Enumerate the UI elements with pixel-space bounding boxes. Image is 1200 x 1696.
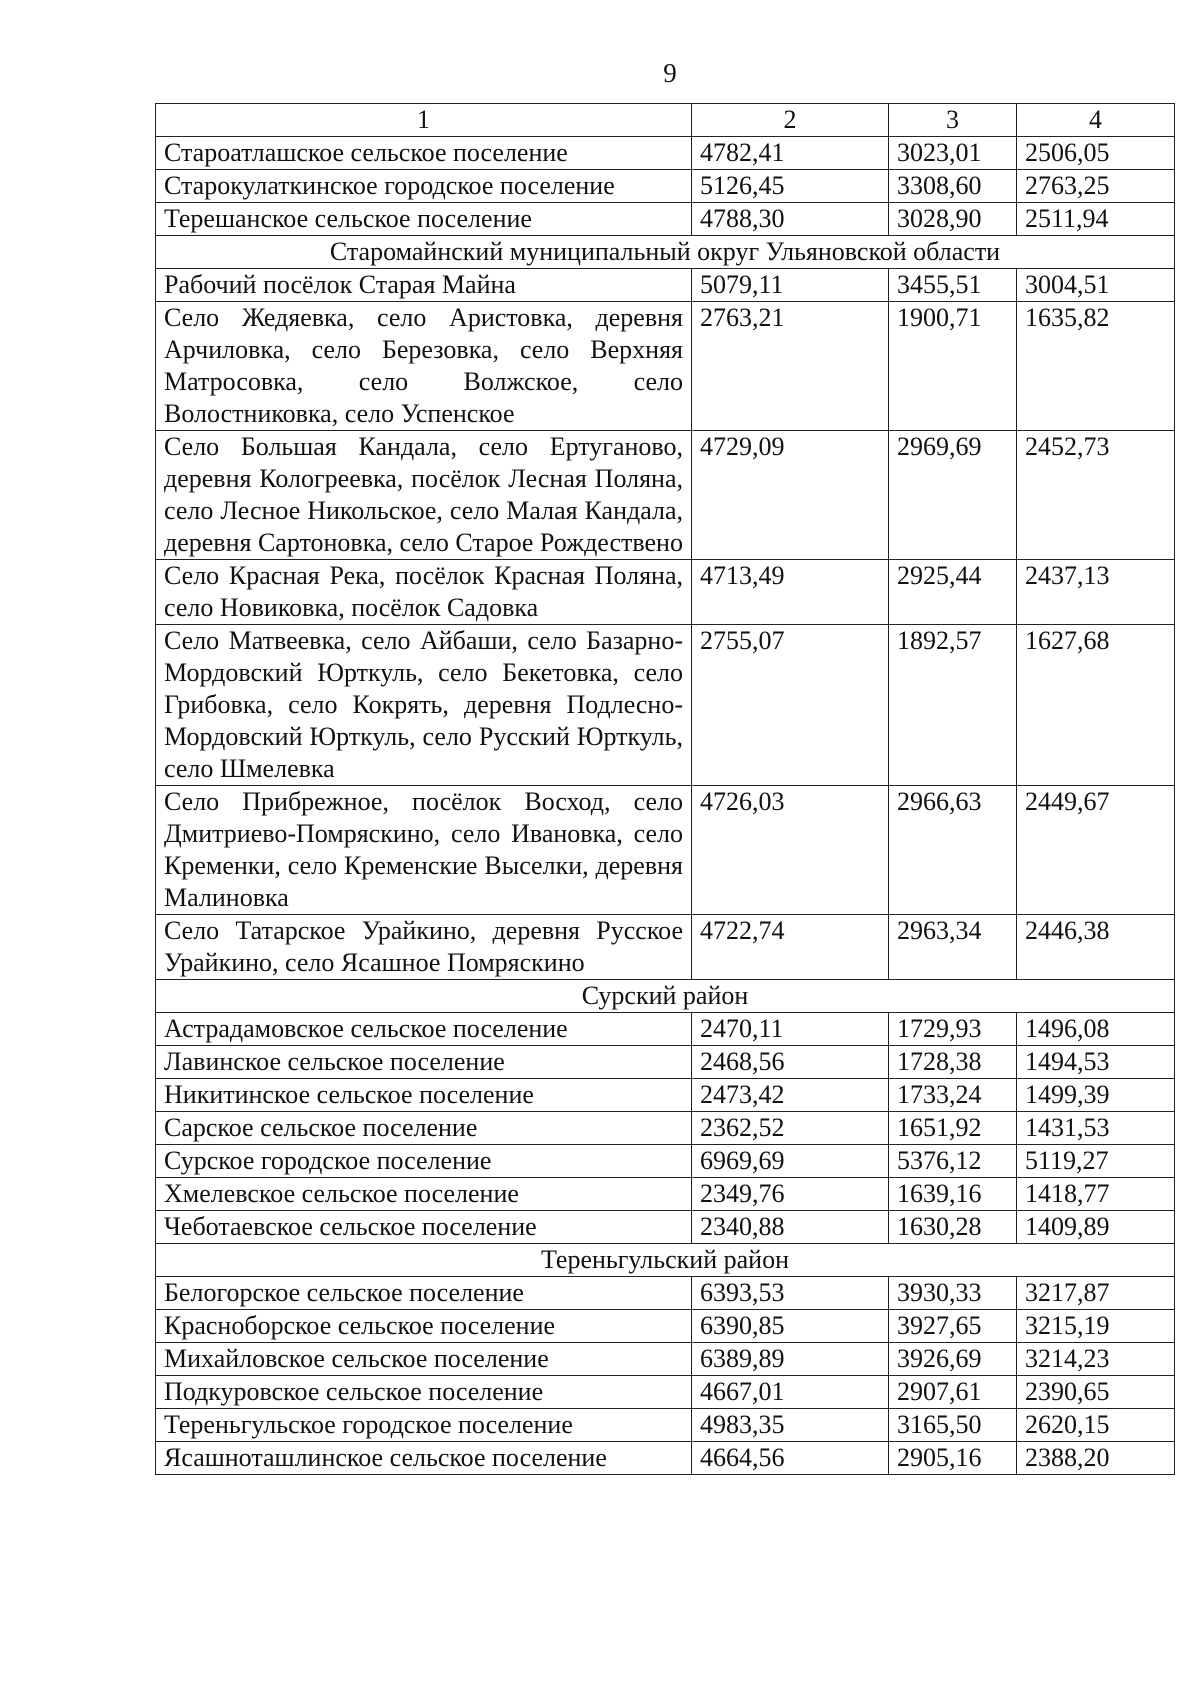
value-col3-cell: 3023,01 <box>889 137 1017 170</box>
settlement-name-cell: Село Большая Кандала, село Ертуганово, деревня Кологреевка, посёлок Лесная Поляна, село Лесное Никольское, село Малая Кандала, деревня Сартоновка, село Старое Рождествено <box>156 431 692 560</box>
header-cell-4: 4 <box>1017 104 1175 137</box>
settlement-name-cell: Михайловское сельское поселение <box>156 1343 692 1376</box>
value-col3-cell: 3926,69 <box>889 1343 1017 1376</box>
value-col3-cell: 2925,44 <box>889 560 1017 625</box>
value-col4-cell: 2449,67 <box>1017 786 1175 915</box>
table-row <box>156 1277 1175 1310</box>
value-col4-cell: 2388,20 <box>1017 1442 1175 1475</box>
value-col4-cell: 3004,51 <box>1017 269 1175 302</box>
table-row <box>156 1145 1175 1178</box>
value-col3-cell: 3930,33 <box>889 1277 1017 1310</box>
settlement-name-cell: Село Прибрежное, посёлок Восход, село Дмитриево-Помряскино, село Ивановка, село Кременки, село Кременские Выселки, деревня Малиновка <box>156 786 692 915</box>
value-col2-cell: 2362,52 <box>692 1112 889 1145</box>
value-col2-cell: 2349,76 <box>692 1178 889 1211</box>
settlement-name-cell: Ясашноташлинское сельское поселение <box>156 1442 692 1475</box>
table-row <box>156 1343 1175 1376</box>
value-col2-cell: 4722,74 <box>692 915 889 980</box>
table-row <box>156 915 1175 980</box>
value-col3-cell: 3165,50 <box>889 1409 1017 1442</box>
value-col3-cell: 2907,61 <box>889 1376 1017 1409</box>
header-row <box>156 104 1175 137</box>
value-col3-cell: 1728,38 <box>889 1046 1017 1079</box>
value-col4-cell: 1627,68 <box>1017 625 1175 786</box>
value-col4-cell: 5119,27 <box>1017 1145 1175 1178</box>
settlement-name-cell: Подкуровское сельское поселение <box>156 1376 692 1409</box>
value-col3-cell: 1651,92 <box>889 1112 1017 1145</box>
value-col4-cell: 2506,05 <box>1017 137 1175 170</box>
value-col2-cell: 5079,11 <box>692 269 889 302</box>
value-col4-cell: 2437,13 <box>1017 560 1175 625</box>
settlement-name-cell: Белогорское сельское поселение <box>156 1277 692 1310</box>
section-row <box>156 236 1175 269</box>
value-col4-cell: 3215,19 <box>1017 1310 1175 1343</box>
value-col4-cell: 2446,38 <box>1017 915 1175 980</box>
section-row <box>156 1244 1175 1277</box>
value-col2-cell: 4983,35 <box>692 1409 889 1442</box>
value-col4-cell: 2390,65 <box>1017 1376 1175 1409</box>
value-col2-cell: 4667,01 <box>692 1376 889 1409</box>
value-col2-cell: 2473,42 <box>692 1079 889 1112</box>
settlement-name-cell: Красноборское сельское поселение <box>156 1310 692 1343</box>
value-col3-cell: 3028,90 <box>889 203 1017 236</box>
section-row <box>156 980 1175 1013</box>
value-col2-cell: 6389,89 <box>692 1343 889 1376</box>
value-col2-cell: 4788,30 <box>692 203 889 236</box>
value-col3-cell: 3927,65 <box>889 1310 1017 1343</box>
settlement-name-cell: Сурское городское поселение <box>156 1145 692 1178</box>
settlement-name-cell: Чеботаевское сельское поселение <box>156 1211 692 1244</box>
settlement-name-cell: Терешанское сельское поселение <box>156 203 692 236</box>
value-col3-cell: 1733,24 <box>889 1079 1017 1112</box>
value-col3-cell: 3308,60 <box>889 170 1017 203</box>
table-body <box>156 104 1175 1475</box>
table-row <box>156 1211 1175 1244</box>
value-col2-cell: 2468,56 <box>692 1046 889 1079</box>
section-title: Тереньгульский район <box>156 1244 1175 1277</box>
value-col4-cell: 2511,94 <box>1017 203 1175 236</box>
value-col3-cell: 1729,93 <box>889 1013 1017 1046</box>
value-col4-cell: 1499,39 <box>1017 1079 1175 1112</box>
table-row <box>156 1442 1175 1475</box>
settlement-name-cell: Астрадамовское сельское поселение <box>156 1013 692 1046</box>
table-row <box>156 625 1175 786</box>
value-col2-cell: 5126,45 <box>692 170 889 203</box>
header-cell-3: 3 <box>889 104 1017 137</box>
value-col4-cell: 2620,15 <box>1017 1409 1175 1442</box>
table-row <box>156 1013 1175 1046</box>
value-col3-cell: 1639,16 <box>889 1178 1017 1211</box>
value-col3-cell: 1900,71 <box>889 302 1017 431</box>
settlement-name-cell: Тереньгульское городское поселение <box>156 1409 692 1442</box>
page-number: 9 <box>663 58 677 88</box>
table-row <box>156 1079 1175 1112</box>
value-col4-cell: 1635,82 <box>1017 302 1175 431</box>
header-cell-1: 1 <box>156 104 692 137</box>
value-col2-cell: 4782,41 <box>692 137 889 170</box>
table-row <box>156 170 1175 203</box>
settlement-name-cell: Село Матвеевка, село Айбаши, село Базарно-Мордовский Юрткуль, село Бекетовка, село Грибовка, село Кокрять, деревня Подлесно-Мордовский Юрткуль, село Русский Юрткуль, село Шмелевка <box>156 625 692 786</box>
section-title: Сурский район <box>156 980 1175 1013</box>
value-col2-cell: 4726,03 <box>692 786 889 915</box>
value-col2-cell: 4664,56 <box>692 1442 889 1475</box>
table-row <box>156 1376 1175 1409</box>
table-row <box>156 269 1175 302</box>
table-row <box>156 203 1175 236</box>
value-col4-cell: 3217,87 <box>1017 1277 1175 1310</box>
value-col2-cell: 6390,85 <box>692 1310 889 1343</box>
value-col3-cell: 5376,12 <box>889 1145 1017 1178</box>
value-col4-cell: 1431,53 <box>1017 1112 1175 1145</box>
section-title: Старомайнский муниципальный округ Ульяновской области <box>156 236 1175 269</box>
value-col3-cell: 1630,28 <box>889 1211 1017 1244</box>
settlement-name-cell: Рабочий посёлок Старая Майна <box>156 269 692 302</box>
settlement-name-cell: Старокулаткинское городское поселение <box>156 170 692 203</box>
value-col2-cell: 2763,21 <box>692 302 889 431</box>
settlement-name-cell: Село Красная Река, посёлок Красная Поляна, село Новиковка, посёлок Садовка <box>156 560 692 625</box>
value-col4-cell: 2763,25 <box>1017 170 1175 203</box>
settlement-name-cell: Сарское сельское поселение <box>156 1112 692 1145</box>
table-row <box>156 431 1175 560</box>
value-col4-cell: 1496,08 <box>1017 1013 1175 1046</box>
value-col2-cell: 4713,49 <box>692 560 889 625</box>
header-cell-2: 2 <box>692 104 889 137</box>
settlement-name-cell: Никитинское сельское поселение <box>156 1079 692 1112</box>
value-col4-cell: 2452,73 <box>1017 431 1175 560</box>
value-col4-cell: 3214,23 <box>1017 1343 1175 1376</box>
settlement-name-cell: Лавинское сельское поселение <box>156 1046 692 1079</box>
value-col2-cell: 2470,11 <box>692 1013 889 1046</box>
settlement-name-cell: Село Жедяевка, село Аристовка, деревня Арчиловка, село Березовка, село Верхняя Матросовка, село Волжское, село Волостниковка, село Успенское <box>156 302 692 431</box>
table-row <box>156 1310 1175 1343</box>
value-col3-cell: 2966,63 <box>889 786 1017 915</box>
table-row <box>156 560 1175 625</box>
table-row <box>156 1178 1175 1211</box>
value-col3-cell: 2969,69 <box>889 431 1017 560</box>
table-row <box>156 302 1175 431</box>
table-row <box>156 137 1175 170</box>
value-col4-cell: 1409,89 <box>1017 1211 1175 1244</box>
value-col2-cell: 4729,09 <box>692 431 889 560</box>
value-col3-cell: 3455,51 <box>889 269 1017 302</box>
value-col4-cell: 1494,53 <box>1017 1046 1175 1079</box>
table-row <box>156 1112 1175 1145</box>
value-col2-cell: 6393,53 <box>692 1277 889 1310</box>
settlement-name-cell: Хмелевское сельское поселение <box>156 1178 692 1211</box>
settlement-name-cell: Староатлашское сельское поселение <box>156 137 692 170</box>
value-col3-cell: 1892,57 <box>889 625 1017 786</box>
value-col2-cell: 6969,69 <box>692 1145 889 1178</box>
value-col4-cell: 1418,77 <box>1017 1178 1175 1211</box>
value-col2-cell: 2755,07 <box>692 625 889 786</box>
value-col3-cell: 2963,34 <box>889 915 1017 980</box>
table-row <box>156 1409 1175 1442</box>
settlement-name-cell: Село Татарское Урайкино, деревня Русское Урайкино, село Ясашное Помряскино <box>156 915 692 980</box>
value-col2-cell: 2340,88 <box>692 1211 889 1244</box>
data-table <box>155 103 1175 1475</box>
value-col3-cell: 2905,16 <box>889 1442 1017 1475</box>
table-row <box>156 1046 1175 1079</box>
table-row <box>156 786 1175 915</box>
